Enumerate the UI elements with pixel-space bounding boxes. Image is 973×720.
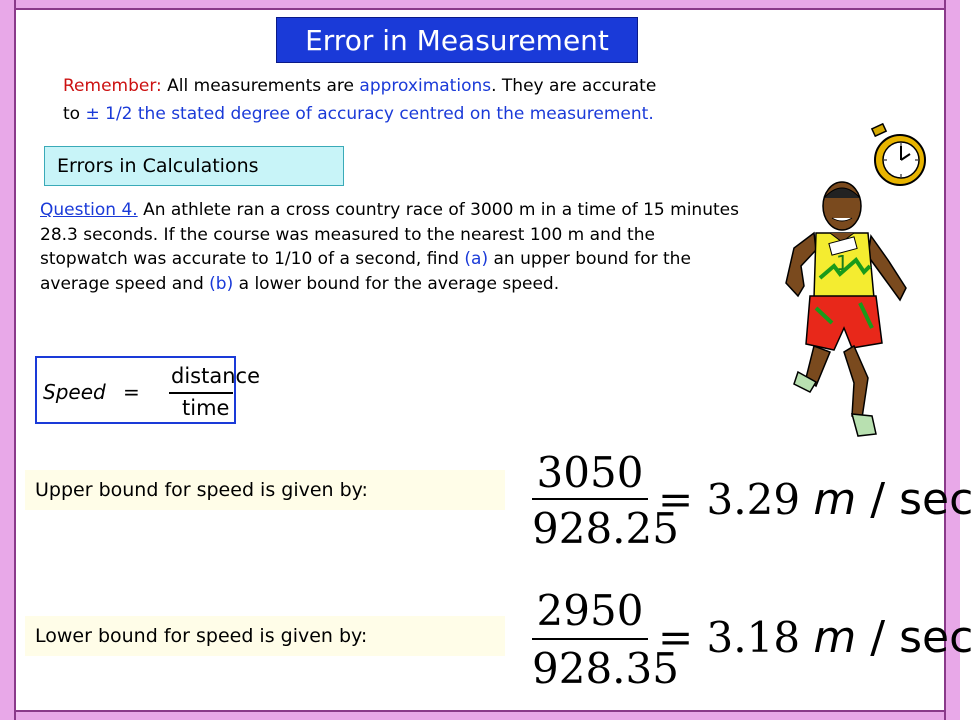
- formula-lhs: Speed: [43, 380, 106, 404]
- upper-bound-label: Upper bound for speed is given by:: [25, 470, 505, 510]
- part-b-label: (b): [209, 273, 234, 294]
- lower-result-value: = 3.18: [658, 613, 801, 662]
- formula-denominator: time: [182, 396, 230, 420]
- question-text-1: An athlete ran a cross country race of 3000 m in a time of 15 minutes 28.3 seconds. If the course was measured to the nearest 100 m and the stopwatch was accurate to 1/10 of a second, find: [40, 200, 739, 269]
- lower-numerator: 2950: [536, 586, 644, 635]
- part-a-label: (a): [464, 249, 489, 269]
- page-title: Error in Measurement: [276, 17, 638, 63]
- remember-label: Remember:: [63, 76, 162, 96]
- upper-result-value: = 3.29: [658, 475, 801, 524]
- upper-numerator: 3050: [536, 448, 644, 497]
- lower-result: [658, 612, 973, 663]
- upper-bound-calculation: [532, 448, 973, 558]
- remember-text-1: All measurements are: [161, 76, 360, 96]
- frame-left-border: [0, 0, 16, 720]
- remember-line2-rest: ± 1/2 the stated degree of accuracy centred on the measurement.: [85, 104, 654, 124]
- lower-unit-rest: / sec: [856, 612, 973, 663]
- upper-denominator: 928.25: [532, 504, 679, 553]
- lower-bound-label: Lower bound for speed is given by:: [25, 616, 505, 656]
- lower-denominator: 928.35: [532, 644, 679, 693]
- upper-unit-rest: / sec: [856, 474, 973, 525]
- section-subheading: Errors in Calculations: [44, 146, 344, 186]
- remember-line2-to: to: [63, 104, 86, 124]
- upper-fraction-bar: [532, 498, 648, 500]
- remember-approx: approximations: [359, 76, 492, 96]
- lower-bound-calculation: [532, 586, 973, 696]
- remember-note: [63, 72, 863, 128]
- question-label: Question 4.: [40, 200, 138, 220]
- question-text: [40, 198, 740, 296]
- lower-unit-m: m: [813, 612, 857, 663]
- runner-illustration: [776, 178, 912, 440]
- svg-text:1: 1: [836, 251, 849, 275]
- question-text-3: a lower bound for the average speed.: [233, 273, 560, 294]
- lower-fraction-bar: [532, 638, 648, 640]
- formula-fraction-bar: [169, 392, 233, 394]
- formula-equals: =: [123, 380, 140, 404]
- upper-result: [658, 474, 973, 525]
- formula-numerator: distance: [171, 364, 260, 388]
- frame-bottom-border: [0, 710, 960, 720]
- speed-formula: [35, 356, 260, 424]
- upper-unit-m: m: [813, 474, 857, 525]
- question-text-2: an upper bound for the average speed and: [40, 249, 691, 294]
- frame-top-border: [0, 0, 960, 10]
- remember-text-2: . They are accurate: [491, 76, 657, 96]
